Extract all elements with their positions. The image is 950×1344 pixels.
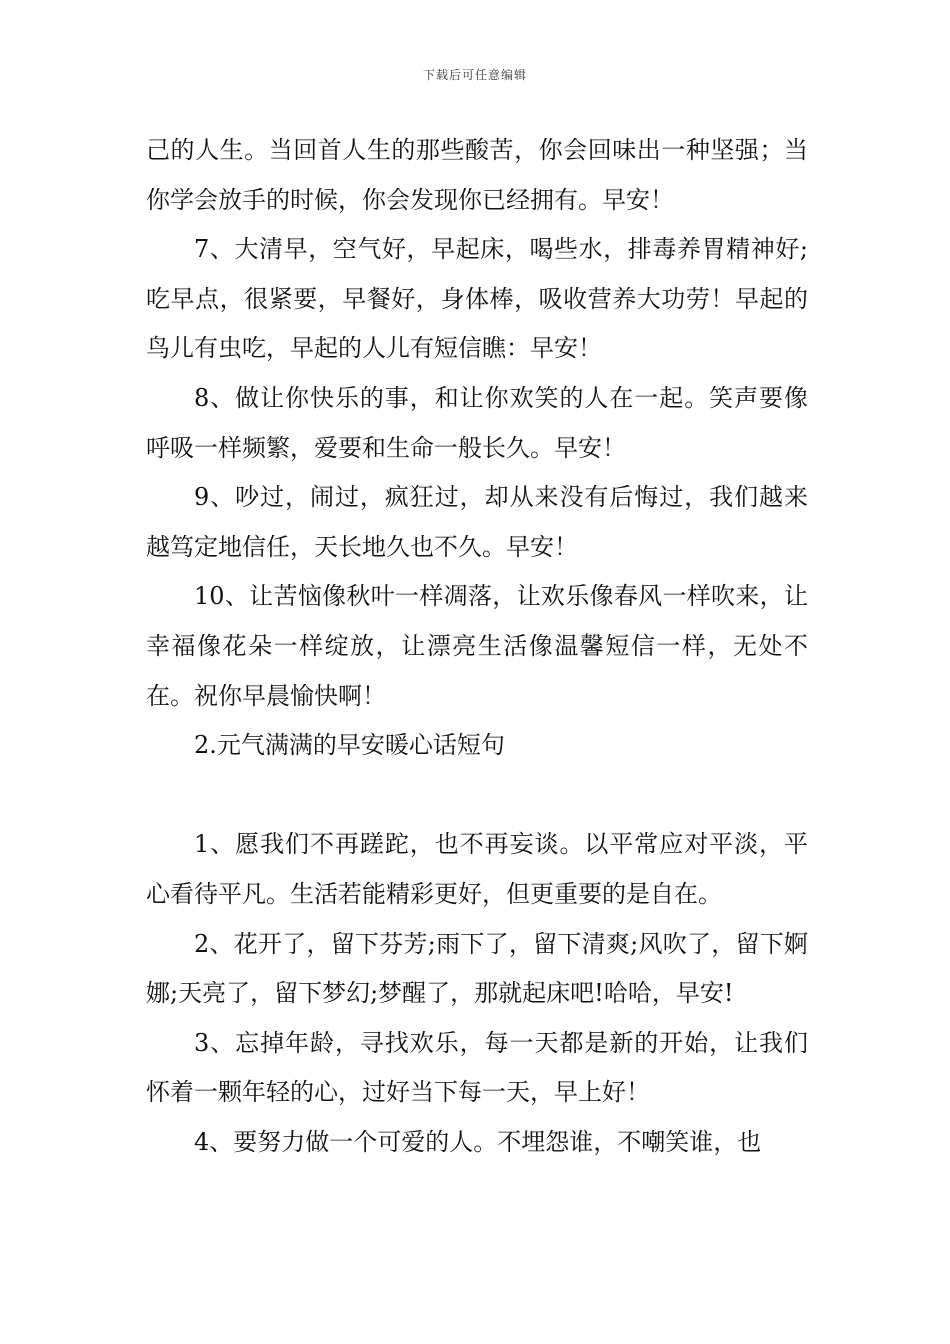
section-item-4: 4、要努力做一个可爱的人。不埋怨谁，不嘲笑谁，也 bbox=[194, 1127, 762, 1156]
section-item-1: 1、愿我们不再蹉跎，也不再妄谈。以平常应对平淡，平心看待平凡。生活若能精彩更好，但更重要的是自在。 bbox=[146, 830, 808, 908]
paragraph-item-9: 9、吵过，闹过，疯狂过，却从来没有后悔过，我们越来越笃定地信任，天长地久也不久。早安！ bbox=[146, 483, 808, 561]
document-body bbox=[146, 126, 808, 1167]
paragraph-item-7: 7、大清早，空气好，早起床，喝些水，排毒养胃精神好;吃早点，很紧要，早餐好，身体棒，吸收营养大功劳！早起的鸟儿有虫吃，早起的人儿有短信瞧：早安！ bbox=[146, 235, 808, 363]
section-item-3: 3、忘掉年龄，寻找欢乐，每一天都是新的开始，让我们怀着一颗年轻的心，过好当下每一天，早上好！ bbox=[146, 1028, 808, 1107]
paragraph-item-10: 10、让苦恼像秋叶一样凋落，让欢乐像春风一样吹来，让幸福像花朵一样绽放，让漂亮生活像温馨短信一样，无处不在。祝你早晨愉快啊！ bbox=[146, 582, 808, 710]
blank-line bbox=[146, 771, 808, 821]
paragraph-continuation: 己的人生。当回首人生的那些酸苦，你会回味出一种坚强；当你学会放手的时候，你会发现你已经拥有。早安！ bbox=[146, 136, 808, 214]
page-header-note: 下载后可任意编辑 bbox=[422, 68, 527, 82]
section-item-2: 2、花开了，留下芬芳;雨下了，留下清爽;风吹了，留下婀娜;天亮了，留下梦幻;梦醒了，那就起床吧!哈哈，早安! bbox=[146, 929, 808, 1008]
paragraph-item-8: 8、做让你快乐的事，和让你欢笑的人在一起。笑声要像呼吸一样频繁，爱要和生命一般长久。早安！ bbox=[146, 383, 808, 462]
section-title: 2.元气满满的早安暖心话短句 bbox=[194, 731, 505, 760]
